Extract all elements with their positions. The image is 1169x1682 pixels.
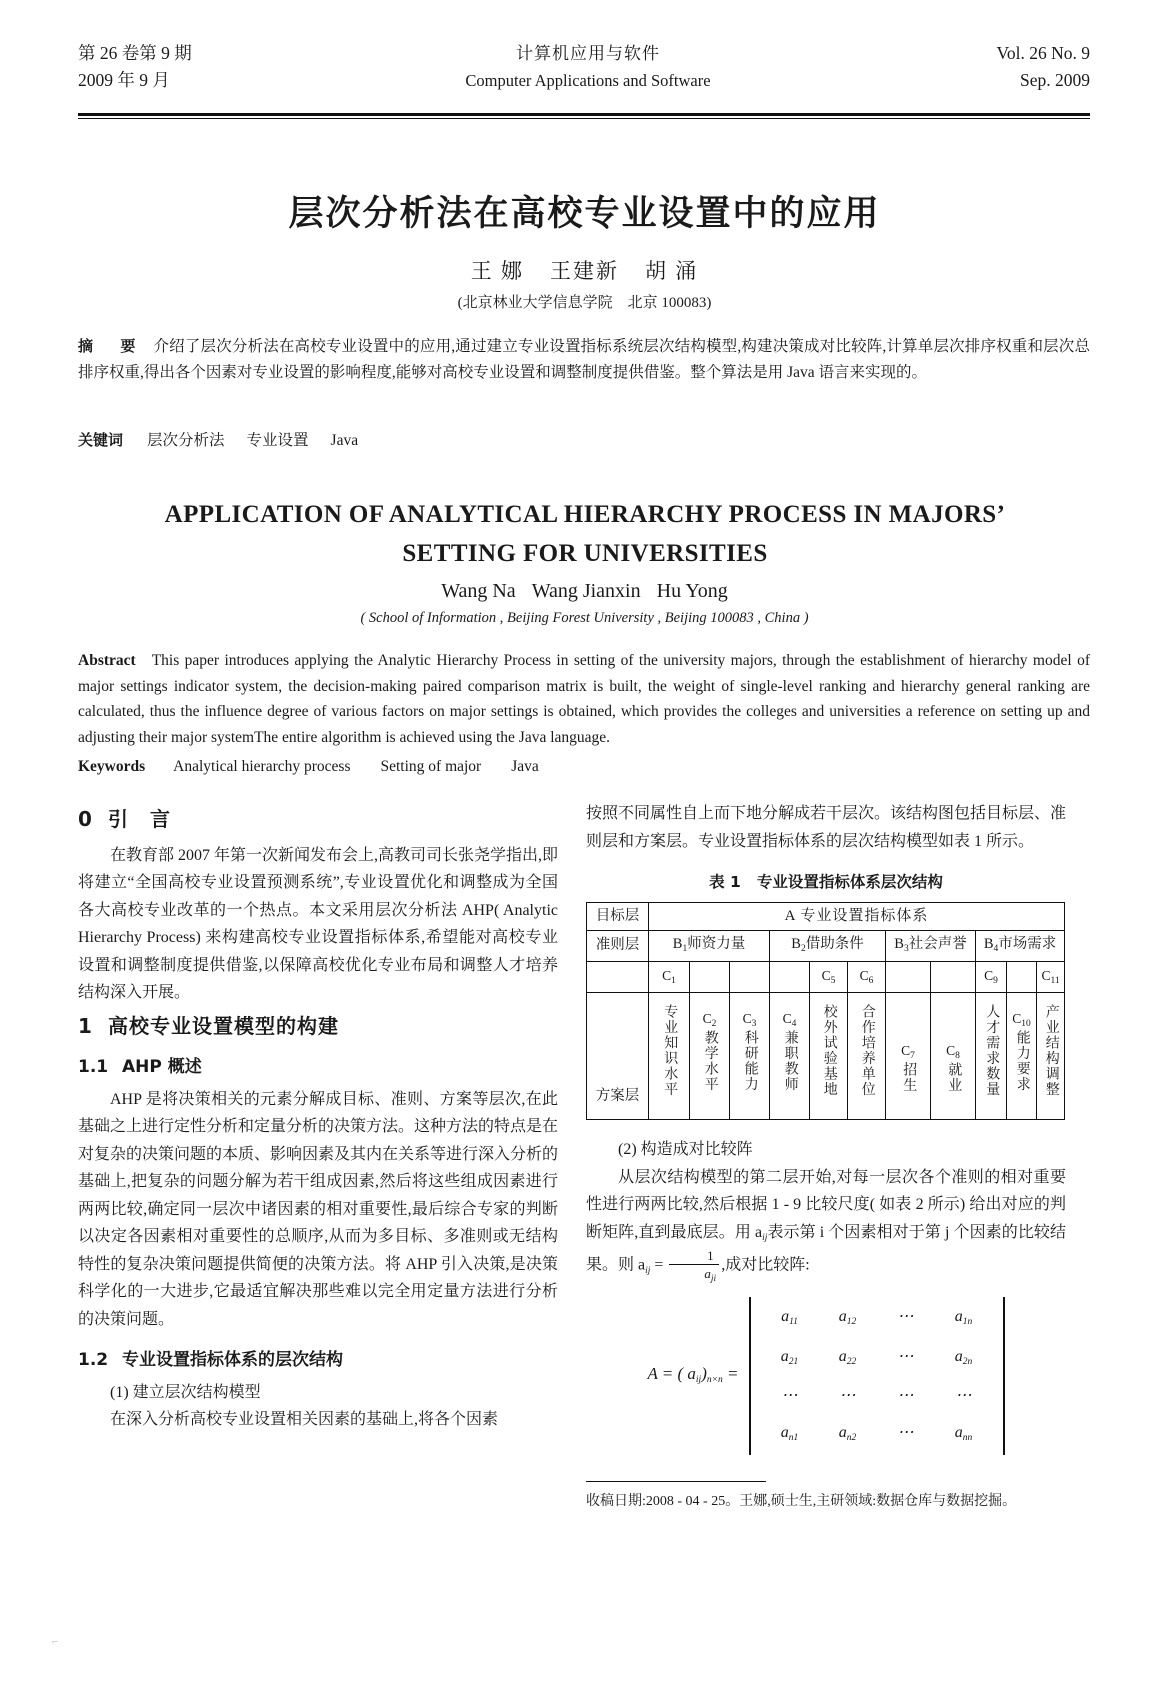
paragraph-pairwise-part3: ,成对比较阵: — [721, 1256, 810, 1274]
author-en-2: Wang Jianxin — [531, 580, 641, 602]
keyword-en-2: Setting of major — [380, 758, 482, 775]
page-corner-mark: ⌐ — [52, 1636, 59, 1648]
abstract-cn-label: 摘 要 — [78, 337, 142, 355]
scheme-c3-code-wrap — [730, 1010, 769, 1030]
matrix-lhs-tail: ) — [701, 1364, 707, 1384]
paper-title-en-line2: SETTING FOR UNIVERSITIES — [402, 540, 768, 567]
scheme-c9-label: 人才需求数量 — [984, 1004, 1000, 1098]
table1-cell-c2 — [690, 993, 730, 1120]
issue-date-en: Sep. 2009 — [1020, 70, 1090, 90]
matrix-formula-lhs — [647, 1360, 738, 1392]
table1-cell-c8 — [931, 993, 976, 1120]
scheme-c9-code: C — [984, 967, 994, 983]
table1-code-c4-top — [770, 961, 810, 993]
criteria-b1-code: B — [672, 936, 683, 952]
author-cn-3: 胡 涌 — [645, 259, 699, 283]
scheme-c7-label: 招生 — [901, 1062, 917, 1094]
matrix-equals: = — [727, 1364, 739, 1384]
keyword-cn-2: 专业设置 — [246, 432, 309, 449]
footnote-text: 收稿日期:2008 - 04 - 25。王娜,硕士生,主研领域:数据仓库与数据挖掘。 — [586, 1494, 1017, 1509]
matrix-lhs-text: A = ( a — [647, 1364, 696, 1384]
matrix-cell-0-0: $a_{11}$ — [781, 1308, 798, 1327]
body-column-right — [586, 800, 1066, 1513]
section-number-1-2: 1.2 — [78, 1350, 109, 1370]
table1-caption-number: 表 1 — [709, 873, 741, 891]
table1-cell-c5 — [810, 993, 848, 1120]
table1-code-c7-top — [886, 961, 931, 993]
abstract-en-label: Abstract — [78, 652, 136, 669]
scheme-c2-code-wrap — [690, 1010, 729, 1030]
table-row-criteria — [587, 931, 1065, 962]
paragraph-pairwise-matrix — [586, 1164, 1066, 1284]
section-number-0: 0 — [78, 807, 93, 831]
table1-code-c9 — [976, 961, 1007, 993]
scheme-c10-sub: 10 — [1021, 1018, 1031, 1029]
scheme-c8-sub: 8 — [955, 1051, 960, 1062]
keyword-en-1: Analytical hierarchy process — [173, 758, 351, 775]
scheme-c3-label: 科研能力 — [742, 1029, 758, 1092]
matrix-cell-3-1: $a_{n2}$ — [838, 1423, 857, 1443]
keywords-cn — [78, 428, 1090, 453]
journal-volume-block — [78, 40, 338, 94]
author-en-1: Wang Na — [441, 580, 516, 602]
table1-goal-value: A 专业设置指标体系 — [649, 902, 1065, 931]
table1-criteria-b1 — [649, 931, 770, 962]
table-row-scheme — [587, 993, 1065, 1120]
scheme-c8-label: 就业 — [946, 1062, 962, 1094]
table1-cell-c11 — [1037, 993, 1065, 1120]
volume-issue-en: Vol. 26 No. 9 — [996, 43, 1090, 63]
table1 — [586, 902, 1065, 1121]
table1-criteria-b4 — [976, 931, 1065, 962]
scheme-c3-code: C — [742, 1010, 752, 1026]
keyword-cn-3: Java — [330, 432, 359, 449]
reciprocal-fraction — [669, 1249, 719, 1283]
table1-cell-c10 — [1007, 993, 1037, 1120]
fraction-line — [669, 1264, 719, 1265]
fraction-denominator: $a_{ji}$ — [704, 1266, 717, 1284]
aij-sub-1: ij — [762, 1232, 768, 1243]
matrix-cell-3-2: ⋯ — [897, 1423, 914, 1441]
paper-title-en — [120, 495, 1050, 573]
scheme-c3-sub: 3 — [751, 1018, 757, 1029]
scheme-c6-label: 合作培养单位 — [859, 1004, 875, 1098]
scheme-c7-code: C — [901, 1043, 911, 1059]
keyword-en-3: Java — [511, 758, 539, 775]
scheme-c11-sub: 11 — [1050, 975, 1060, 986]
abstract-en-text: This paper introduces applying the Analytic Hierarchy Process in setting of the university majors, through the establishment of hierarchy model of major settings indicator system, the decision-making paired comparison matrix is built, the weight of single-level ranking and hierarchy general ranking are calculated, thus the influence degree of various factors on major settings is obtained, which provides the colleges and universities a reference on setting up and adjusting their major systemThe entire algorithm is achieved using the Java language. — [78, 652, 1090, 746]
matrix-bar-right — [1003, 1297, 1005, 1455]
section-heading-1-2 — [78, 1347, 558, 1375]
abstract-cn-text: 介绍了层次分析法在高校专业设置中的应用,通过建立专业设置指标系统层次结构模型,构建决策成对比较阵,计算单层次排序权重和层次总排序权重,得出各个因素对专业设置的影响程度,能够对高校专业设置和调整制度提供借鉴。整个算法是用 Java 语言来实现的。 — [78, 338, 1090, 381]
keywords-cn-label: 关键词 — [78, 431, 124, 449]
scheme-c10-code: C — [1012, 1010, 1022, 1026]
table1-cell-c3 — [730, 993, 770, 1120]
scheme-c4-code-wrap — [770, 1010, 809, 1030]
fraction-numerator: 1 — [707, 1248, 714, 1263]
section-number-1-1: 1.1 — [78, 1057, 109, 1077]
affiliation-en: ( School of Information , Beijing Forest University , Beijing 100083 , China ) — [360, 610, 809, 626]
matrix-cell-2-1: ⋯ — [839, 1387, 856, 1404]
aij-sub-2: ij — [645, 1265, 651, 1276]
journal-volume-en-block — [870, 40, 1090, 94]
table1-cell-c9 — [976, 993, 1007, 1120]
journal-header — [78, 40, 1090, 106]
scheme-c8-code: C — [946, 1043, 956, 1059]
section-heading-1-1 — [78, 1054, 558, 1082]
matrix-cell-2-2: ⋯ — [897, 1387, 914, 1404]
table1-code-c3-top — [730, 961, 770, 993]
authors-en — [0, 580, 1169, 603]
scheme-c1-label: 专业知识水平 — [662, 1004, 678, 1098]
scheme-c5-sub: 5 — [830, 975, 836, 986]
journal-name-en: Computer Applications and Software — [465, 71, 711, 90]
scheme-c7-sub: 7 — [910, 1051, 915, 1062]
table1-code-c11 — [1037, 961, 1065, 993]
table1-cell-c6 — [848, 993, 886, 1120]
header-rule-thick — [78, 113, 1090, 116]
table1-cell-c1 — [649, 993, 690, 1120]
table1-label-goal: 目标层 — [587, 902, 649, 931]
criteria-b3-name: 社会声誉 — [908, 936, 967, 952]
scheme-c11-label: 产业结构调整 — [1043, 1004, 1059, 1098]
matrix-cell-1-1: $a_{22}$ — [838, 1347, 857, 1367]
paragraph-pairwise-part1: 从层次结构模型的第二层开始,对每一层次各个准则的相对重要性进行两两比较,然后根据 1 - 9 比较尺度( 如表 2 所示) 给出对应的判断矩阵,直到最底层。用 a — [586, 1168, 1066, 1241]
criteria-b4-sub: 4 — [993, 944, 999, 954]
matrix-lhs-sub: ij — [695, 1375, 702, 1386]
table-row-goal — [587, 902, 1065, 931]
criteria-b2-sub: 2 — [800, 944, 806, 954]
table1-spacer-top — [587, 961, 649, 993]
section-heading-0 — [78, 806, 558, 834]
scheme-c8-code-wrap — [931, 1008, 975, 1062]
paragraph-build-model-part1: 在深入分析高校专业设置相关因素的基础上,将各个因素 — [110, 1411, 499, 1428]
table1-cell-c7 — [886, 993, 931, 1120]
matrix-body — [749, 1297, 1005, 1455]
criteria-b4-code: B — [983, 936, 994, 952]
author-cn-1: 王 娜 — [470, 259, 524, 283]
matrix-formula — [586, 1297, 1066, 1455]
criteria-b2-name: 借助条件 — [805, 936, 864, 952]
paragraph-pairwise-part2: 表示第 i 个因素相对于第 j 个因素的比较结果。则 a — [586, 1223, 1066, 1274]
section-title-1-1: AHP 概述 — [122, 1057, 202, 1077]
scheme-c6-sub: 6 — [868, 975, 874, 986]
keyword-cn-1: 层次分析法 — [147, 432, 225, 449]
table1-code-c2-top — [690, 961, 730, 993]
abstract-cn — [78, 334, 1090, 385]
matrix-lhs-dim: n×n — [706, 1375, 723, 1386]
matrix-cell-3-0: $a_{n1}$ — [780, 1423, 799, 1443]
matrix-cell-2-0: ⋯ — [781, 1387, 798, 1404]
scheme-c2-label: 教学水平 — [702, 1029, 718, 1092]
footnote-rule — [586, 1481, 766, 1482]
scheme-c1-sub: 1 — [671, 975, 676, 986]
table-row-scheme-codes-top — [587, 961, 1065, 993]
issue-date-cn: 2009 年 9 月 — [78, 70, 170, 90]
table1-cell-c4 — [770, 993, 810, 1120]
header-rule-thin — [78, 118, 1090, 119]
scheme-c5-label: 校外试验基地 — [821, 1004, 837, 1098]
matrix-cell-0-1: $a_{12}$ — [838, 1308, 857, 1327]
matrix-cell-2-3: ⋯ — [955, 1387, 972, 1404]
paper-title-cn: 层次分析法在高校专业设置中的应用 — [288, 194, 881, 234]
scheme-c7-code-wrap — [886, 1008, 930, 1062]
matrix-cell-0-3: $a_{1n}$ — [954, 1308, 973, 1327]
paragraph-ahp-overview: AHP 是将决策相关的元素分解成目标、准则、方案等层次,在此基础之上进行定性分析和定量分析的决策方法。这种方法的特点是在对复杂的决策问题的本质、影响因素及其内在关系等进行深入分析的基础上,把复杂的问题分解为若干组成因素,然后将这些组成因素进行两两比较,确定同一层次中诸因素的相对重要性,最后综合专家的判断以决定各因素相对重要性的总顺序,从而为多目标、多准则或无结构特性的复杂决策问题提供简便的决策方法。将 AHP 引入决策,是决策科学化的一大进步,它最适宜解决那些难以完全用定量方法进行分析的决策问题。 — [78, 1090, 559, 1328]
table1-code-c8-top — [931, 961, 976, 993]
table1-criteria-b3 — [886, 931, 976, 962]
authors-cn — [0, 255, 1169, 285]
scheme-c2-sub: 2 — [711, 1018, 717, 1029]
scheme-c4-code: C — [782, 1010, 792, 1026]
affiliation-cn: (北京林业大学信息学院 北京 100083) — [457, 295, 712, 311]
criteria-b3-sub: 3 — [903, 944, 909, 954]
paragraph-pairwise-eq: = — [650, 1256, 668, 1274]
volume-issue: 第 26 卷第 9 期 — [78, 43, 192, 63]
paper-title-en-line1: APPLICATION OF ANALYTICAL HIERARCHY PROCESS IN MAJORS’ — [164, 501, 1006, 528]
section-title-1-2: 专业设置指标体系的层次结构 — [122, 1350, 343, 1370]
keywords-en — [78, 758, 1090, 776]
paragraph-intro: 在教育部 2007 年第一次新闻发布会上,高教司司长张尧学指出,即将建立“全国高校专业设置预测系统”,专业设置优化和调整成为全国各大高校专业改革的一个热点。本文采用层次分析法 AHP( Analytic Hierarchy Process) 来构建高校专业设置指标体系,希望能对高校专业设置和调整制度提供借鉴,以保障高校优化专业布局和调整人才培养结构深入开展。 — [78, 846, 559, 1001]
section-number-1: 1 — [78, 1013, 93, 1038]
journal-name-block — [378, 40, 798, 94]
table1-caption — [586, 869, 1066, 897]
keywords-en-label: Keywords — [78, 758, 146, 775]
criteria-b4-name: 市场需求 — [998, 936, 1057, 952]
author-en-3: Hu Yong — [656, 580, 728, 602]
table1-label-criteria: 准则层 — [587, 931, 649, 962]
matrix-cell-1-3: $a_{2n}$ — [954, 1347, 973, 1367]
scheme-c4-sub: 4 — [791, 1018, 797, 1029]
table1-code-c5 — [810, 961, 848, 993]
criteria-b3-code: B — [894, 936, 904, 952]
subheading-build-model: (1) 建立层次结构模型 — [110, 1383, 261, 1401]
criteria-b1-sub: 1 — [682, 944, 688, 954]
scheme-c11-code: C — [1041, 967, 1051, 983]
paragraph-build-model-part2: 按照不同属性自上而下地分解成若干层次。该结构图包括目标层、准则层和方案层。专业设置指标体系的层次结构模型如表 1 所示。 — [586, 805, 1067, 850]
matrix-cell-1-0: $a_{21}$ — [780, 1347, 799, 1367]
table1-code-c1 — [649, 961, 690, 993]
table1-label-scheme-text: 方案层 — [595, 1088, 640, 1105]
table1-caption-text: 专业设置指标体系层次结构 — [756, 873, 943, 891]
table1-code-c6 — [848, 961, 886, 993]
scheme-c10-code-wrap — [1007, 1010, 1036, 1030]
table1-label-scheme — [587, 993, 649, 1120]
paragraph-build-model — [78, 1406, 558, 1434]
scheme-c2-code: C — [702, 1010, 712, 1026]
matrix-cell-0-2: ⋯ — [897, 1308, 914, 1325]
table1-criteria-b2 — [770, 931, 886, 962]
abstract-en — [78, 648, 1090, 750]
journal-name-cn: 计算机应用与软件 — [516, 44, 660, 63]
scheme-c5-code: C — [821, 967, 831, 983]
scheme-c10-label: 能力要求 — [1014, 1029, 1030, 1092]
scheme-c1-code: C — [662, 967, 672, 983]
matrix-grid — [751, 1297, 1003, 1455]
paragraph-build-model-cont — [586, 800, 1066, 855]
section-title-1: 高校专业设置模型的构建 — [108, 1013, 339, 1038]
matrix-cell-3-3: $a_{nn}$ — [954, 1423, 973, 1443]
table1-code-c10-top — [1007, 961, 1037, 993]
section-heading-1 — [78, 1013, 558, 1041]
scheme-c9-sub: 9 — [993, 975, 998, 986]
author-cn-2: 王建新 — [550, 259, 619, 283]
scheme-c4-label: 兼职教师 — [782, 1029, 798, 1092]
scheme-c6-code: C — [859, 967, 869, 983]
criteria-b1-name: 师资力量 — [687, 936, 746, 952]
criteria-b2-code: B — [791, 936, 801, 952]
matrix-cell-1-2: ⋯ — [897, 1347, 914, 1365]
body-column-left — [78, 800, 558, 1434]
section-title-0: 引 言 — [108, 807, 171, 831]
subheading-pairwise-matrix: (2) 构造成对比较阵 — [618, 1141, 753, 1158]
